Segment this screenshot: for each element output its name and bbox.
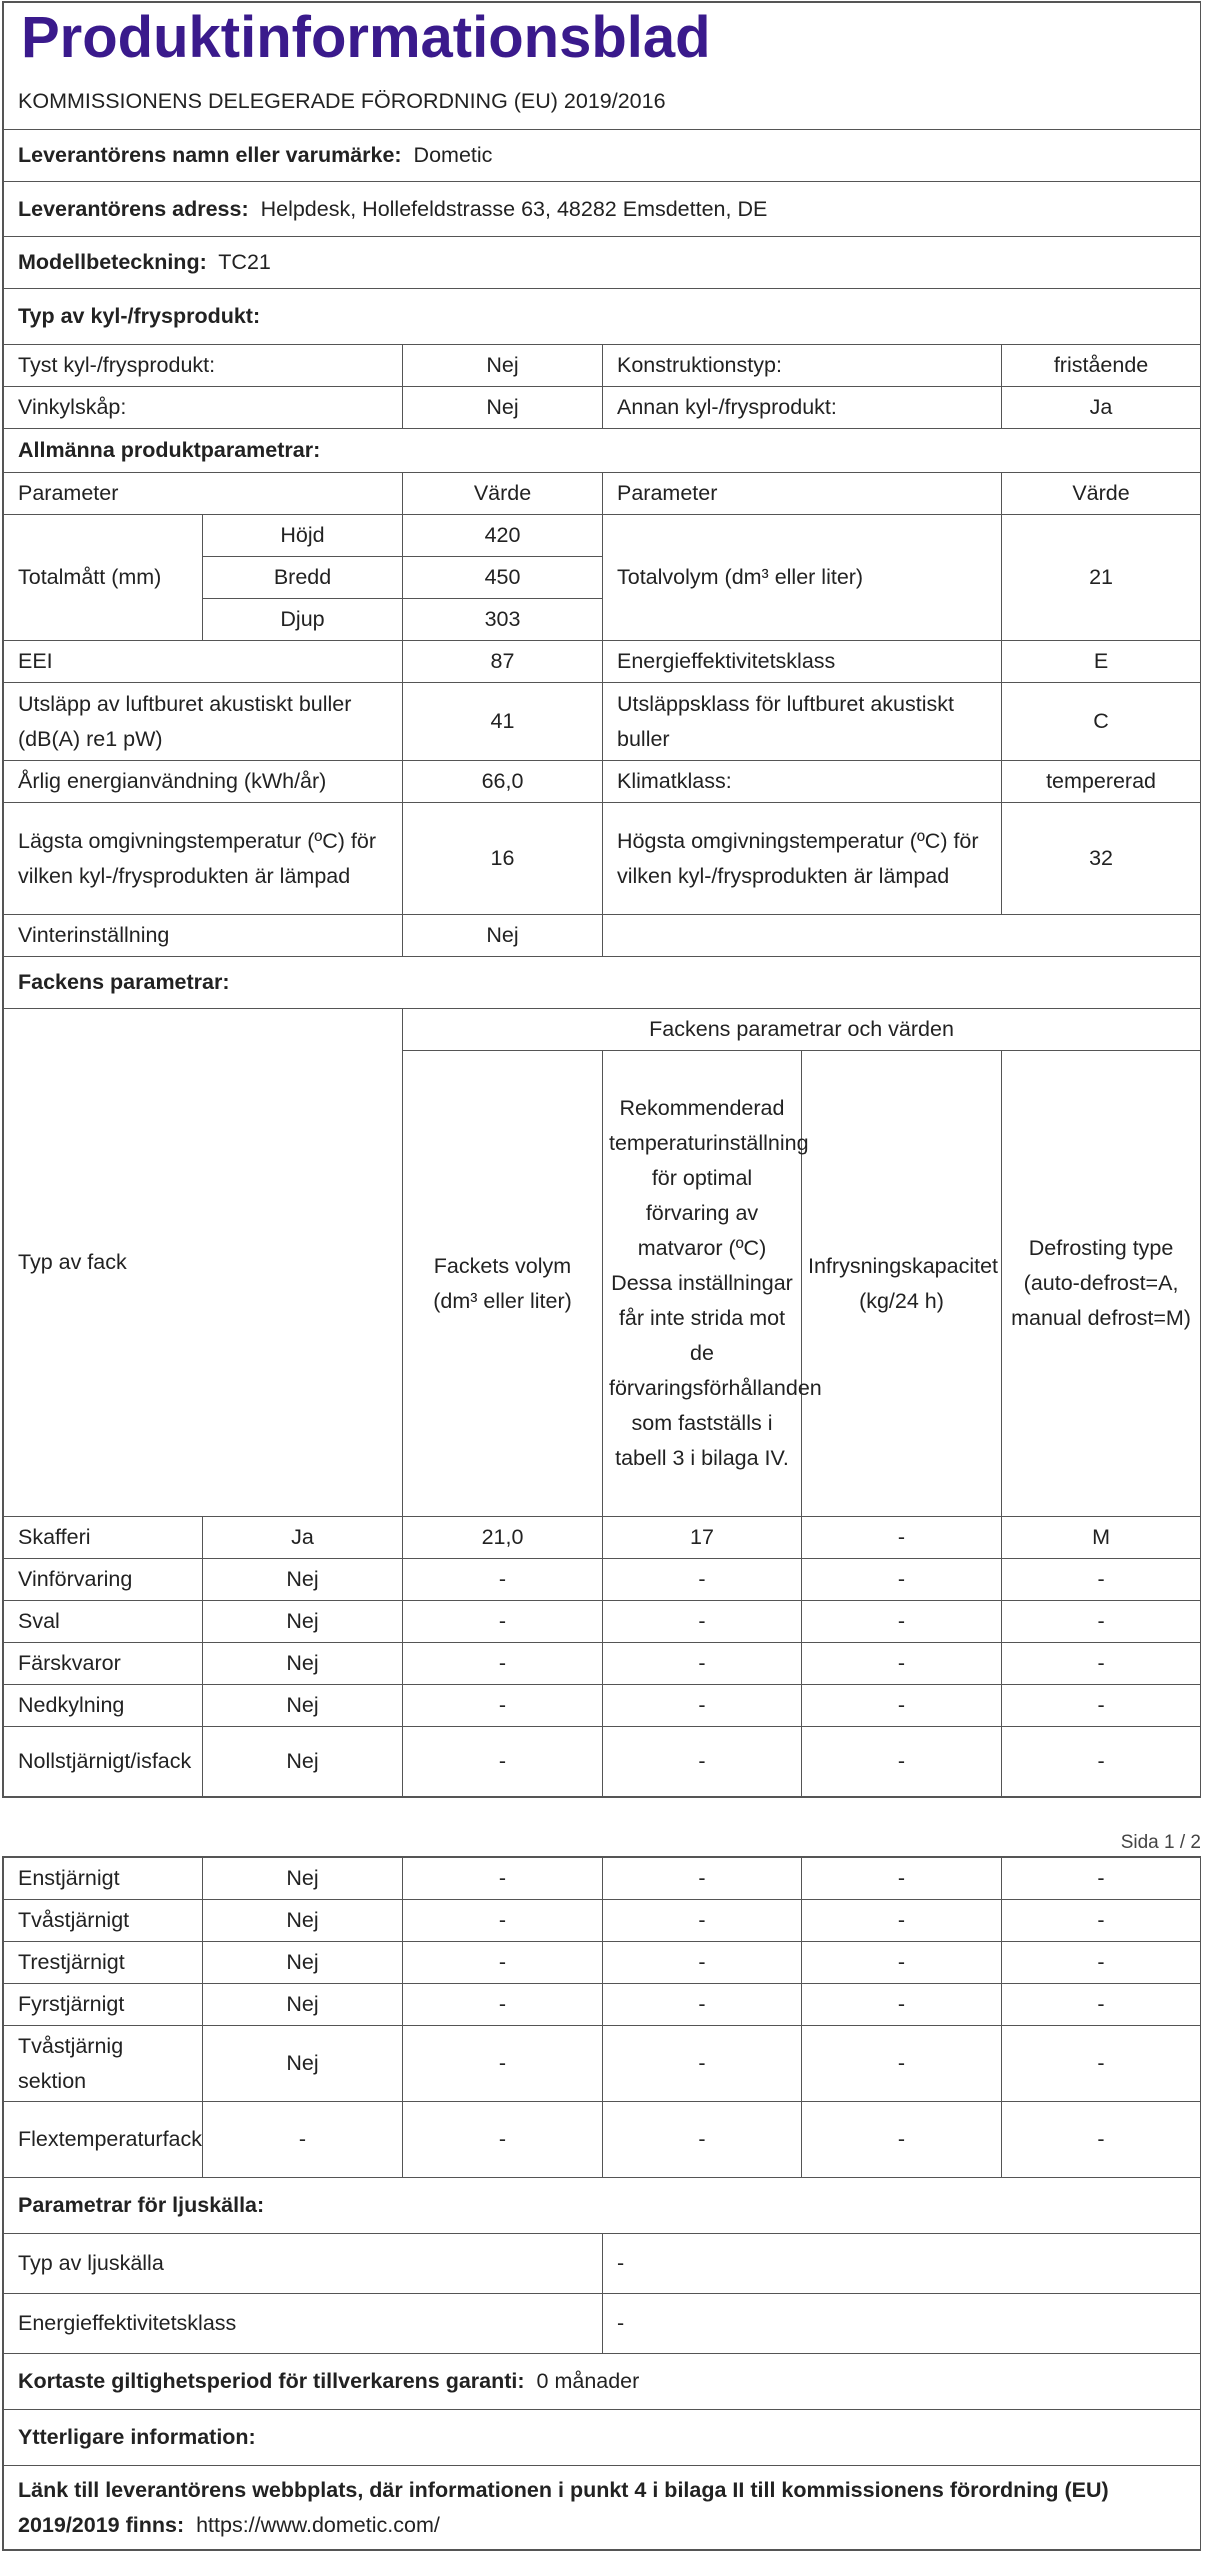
page-number: Sida 1 / 2 xyxy=(1120,1832,1201,1853)
quiet-label: Tyst kyl-/frysprodukt: xyxy=(4,345,403,387)
compartment-freeze: - xyxy=(802,1601,1002,1643)
compartment-temp: - xyxy=(603,1858,802,1900)
compartment-volume: - xyxy=(403,1559,603,1601)
model-row xyxy=(4,237,1201,289)
dimensions-label: Totalmått (mm) xyxy=(4,515,203,641)
compartment-freeze: - xyxy=(802,1900,1002,1942)
compartment-present: - xyxy=(203,2102,403,2178)
compartment-name: Färskvaror xyxy=(4,1643,203,1685)
compartment-volume: - xyxy=(403,1727,603,1797)
compartment-temp: - xyxy=(603,1942,802,1984)
compartment-temp: - xyxy=(603,1900,802,1942)
table-row xyxy=(4,1517,1201,1559)
compartment-defrost: - xyxy=(1002,1727,1201,1797)
height-value: 420 xyxy=(403,515,603,557)
light-class-value: - xyxy=(603,2294,1201,2354)
warranty-row xyxy=(4,2354,1201,2410)
col-value-2: Värde xyxy=(1002,473,1201,515)
min-temp-label: Lägsta omgivningstemperatur (ºC) för vilken kyl-/frysprodukten är lämpad xyxy=(4,803,403,915)
compartment-temp: - xyxy=(603,1559,802,1601)
compartment-freeze: - xyxy=(802,1643,1002,1685)
supplier-address-label: Leverantörens adress: xyxy=(18,196,249,221)
compartment-volume: - xyxy=(403,2102,603,2178)
general-heading: Allmänna produktparametrar: xyxy=(4,429,1201,473)
col-param-2: Parameter xyxy=(603,473,1002,515)
compartment-freeze: - xyxy=(802,1858,1002,1900)
compartment-freeze: - xyxy=(802,1685,1002,1727)
design-type-label: Konstruktionstyp: xyxy=(603,345,1002,387)
website-label: Länk till leverantörens webbplats, där informationen i punkt 4 i bilaga II till kommissionens förordning (EU) 2019/2019 finns: xyxy=(18,2477,1109,2537)
total-volume-label: Totalvolym (dm³ eller liter) xyxy=(603,515,1002,641)
compartment-present: Nej xyxy=(203,2026,403,2102)
compartment-volume: - xyxy=(403,1858,603,1900)
compartment-defrost: - xyxy=(1002,1643,1201,1685)
table-row xyxy=(4,1685,1201,1727)
supplier-address-row xyxy=(4,182,1201,237)
page-1 xyxy=(2,1,1201,1798)
compartment-temp: - xyxy=(603,1984,802,2026)
energy-class-label: Energieffektivitetsklass xyxy=(603,641,1002,683)
height-label: Höjd xyxy=(203,515,403,557)
compartment-volume: - xyxy=(403,2026,603,2102)
design-type-value: fristående xyxy=(1002,345,1201,387)
compartment-defrost: - xyxy=(1002,2102,1201,2178)
compartment-present: Nej xyxy=(203,1685,403,1727)
page-2 xyxy=(2,1856,1201,2551)
winter-setting-label: Vinterinställning xyxy=(4,915,403,957)
eei-value: 87 xyxy=(403,641,603,683)
compartment-defrost: - xyxy=(1002,1601,1201,1643)
compartment-present: Nej xyxy=(203,1601,403,1643)
noise-value: 41 xyxy=(403,683,603,761)
compartment-type-label: Typ av fack xyxy=(4,1009,403,1517)
winter-setting-value: Nej xyxy=(403,915,603,957)
table-row xyxy=(4,1900,1201,1942)
compartment-temp: - xyxy=(603,1601,802,1643)
light-type-label: Typ av ljuskälla xyxy=(4,2234,603,2294)
compartment-present: Nej xyxy=(203,1858,403,1900)
regulation-text: KOMMISSIONENS DELEGERADE FÖRORDNING (EU) 2019/2016 xyxy=(4,73,1201,130)
info-sheet-table-continued xyxy=(3,1857,1201,2550)
type-section-heading: Typ av kyl-/frysprodukt: xyxy=(4,289,1201,345)
table-row xyxy=(4,1984,1201,2026)
compartment-defrost: - xyxy=(1002,2026,1201,2102)
compartment-temp: - xyxy=(603,1685,802,1727)
table-row xyxy=(4,1727,1201,1797)
table-row xyxy=(4,1942,1201,1984)
compartment-volume: - xyxy=(403,1601,603,1643)
climate-class-label: Klimatklass: xyxy=(603,761,1002,803)
table-row xyxy=(4,1858,1201,1900)
col-value-1: Värde xyxy=(403,473,603,515)
compartment-defrost: - xyxy=(1002,1858,1201,1900)
page-title: Produktinformationsblad xyxy=(4,3,1201,74)
website-link[interactable]: https://www.dometic.com/ xyxy=(196,2512,440,2537)
table-row xyxy=(4,1601,1201,1643)
compartment-defrost: - xyxy=(1002,1984,1201,2026)
model-value: TC21 xyxy=(218,250,271,274)
warranty-value: 0 månader xyxy=(536,2369,640,2393)
compartment-volume: - xyxy=(403,1685,603,1727)
compartment-group-header: Fackens parametrar och värden xyxy=(403,1009,1201,1051)
compartment-temp: - xyxy=(603,2102,802,2178)
compartment-name: Flextemperaturfack xyxy=(4,2102,203,2178)
compartment-freeze: - xyxy=(802,1727,1002,1797)
col-freezing-capacity: Infrysningskapacitet (kg/24 h) xyxy=(802,1051,1002,1517)
noise-class-label: Utsläppsklass för luftburet akustiskt buller xyxy=(603,683,1002,761)
compartment-name: Vinförvaring xyxy=(4,1559,203,1601)
supplier-name-value: Dometic xyxy=(413,143,493,167)
light-type-value: - xyxy=(603,2234,1201,2294)
width-label: Bredd xyxy=(203,557,403,599)
supplier-name-row xyxy=(4,130,1201,182)
total-volume-value: 21 xyxy=(1002,515,1201,641)
noise-label: Utsläpp av luftburet akustiskt buller (dB(A) re1 pW) xyxy=(4,683,403,761)
model-label: Modellbeteckning: xyxy=(18,250,207,274)
compartment-freeze: - xyxy=(802,2102,1002,2178)
compartment-name: Skafferi xyxy=(4,1517,203,1559)
compartment-present: Nej xyxy=(203,1900,403,1942)
col-param-1: Parameter xyxy=(4,473,403,515)
col-recommended-temp: Rekommenderad temperaturinställning för optimal förvaring av matvaror (ºC) Dessa inställningar får inte strida mot de förvaringsförhållanden som fastställs i tabell 3 i bilaga IV. xyxy=(603,1051,802,1517)
wine-cabinet-label: Vinkylskåp: xyxy=(4,387,403,429)
max-temp-label: Högsta omgivningstemperatur (ºC) för vilken kyl-/frysprodukten är lämpad xyxy=(603,803,1002,915)
compartments-heading: Fackens parametrar: xyxy=(4,957,1201,1009)
compartment-defrost: - xyxy=(1002,1685,1201,1727)
compartment-temp: - xyxy=(603,2026,802,2102)
compartment-name: Nedkylning xyxy=(4,1685,203,1727)
additional-info-heading: Ytterligare information: xyxy=(4,2410,1201,2466)
compartment-freeze: - xyxy=(802,1517,1002,1559)
compartment-name: Fyrstjärnigt xyxy=(4,1984,203,2026)
compartment-freeze: - xyxy=(802,2026,1002,2102)
warranty-label: Kortaste giltighetsperiod för tillverkarens garanti: xyxy=(18,2369,525,2393)
compartment-present: Nej xyxy=(203,1942,403,1984)
compartment-freeze: - xyxy=(802,1984,1002,2026)
annual-energy-value: 66,0 xyxy=(403,761,603,803)
compartment-temp: 17 xyxy=(603,1517,802,1559)
compartment-volume: - xyxy=(403,1643,603,1685)
annual-energy-label: Årlig energianvändning (kWh/år) xyxy=(4,761,403,803)
compartment-temp: - xyxy=(603,1643,802,1685)
compartment-present: Nej xyxy=(203,1643,403,1685)
compartment-name: Tvåstjärnig sektion xyxy=(4,2026,203,2102)
eei-label: EEI xyxy=(4,641,403,683)
supplier-name-label: Leverantörens namn eller varumärke: xyxy=(18,143,402,167)
depth-value: 303 xyxy=(403,599,603,641)
compartment-volume: - xyxy=(403,1984,603,2026)
energy-class-value: E xyxy=(1002,641,1201,683)
table-row xyxy=(4,2026,1201,2102)
compartment-present: Nej xyxy=(203,1727,403,1797)
compartment-defrost: - xyxy=(1002,1900,1201,1942)
compartment-name: Trestjärnigt xyxy=(4,1942,203,1984)
compartment-volume: 21,0 xyxy=(403,1517,603,1559)
compartment-present: Ja xyxy=(203,1517,403,1559)
climate-class-value: tempererad xyxy=(1002,761,1201,803)
compartment-freeze: - xyxy=(802,1942,1002,1984)
supplier-address-value: Helpdesk, Hollefeldstrasse 63, 48282 Emsdetten, DE xyxy=(260,196,768,221)
info-sheet-table xyxy=(3,2,1201,1797)
other-appliance-label: Annan kyl-/frysprodukt: xyxy=(603,387,1002,429)
light-source-heading: Parametrar för ljuskälla: xyxy=(4,2178,1201,2234)
supplier-website-row xyxy=(4,2466,1201,2550)
noise-class-value: C xyxy=(1002,683,1201,761)
max-temp-value: 32 xyxy=(1002,803,1201,915)
compartment-present: Nej xyxy=(203,1559,403,1601)
compartment-name: Tvåstjärnigt xyxy=(4,1900,203,1942)
compartment-volume: - xyxy=(403,1942,603,1984)
wine-cabinet-value: Nej xyxy=(403,387,603,429)
col-defrost-type: Defrosting type (auto-defrost=A, manual defrost=M) xyxy=(1002,1051,1201,1517)
depth-label: Djup xyxy=(203,599,403,641)
compartment-name: Nollstjärnigt/isfack xyxy=(4,1727,203,1797)
compartment-defrost: - xyxy=(1002,1942,1201,1984)
empty-cell xyxy=(603,915,1201,957)
light-class-label: Energieffektivitetsklass xyxy=(4,2294,603,2354)
compartment-defrost: M xyxy=(1002,1517,1201,1559)
width-value: 450 xyxy=(403,557,603,599)
quiet-value: Nej xyxy=(403,345,603,387)
compartment-defrost: - xyxy=(1002,1559,1201,1601)
compartment-present: Nej xyxy=(203,1984,403,2026)
table-row xyxy=(4,1559,1201,1601)
compartment-volume: - xyxy=(403,1900,603,1942)
min-temp-value: 16 xyxy=(403,803,603,915)
compartment-name: Sval xyxy=(4,1601,203,1643)
table-row xyxy=(4,1643,1201,1685)
table-row xyxy=(4,2102,1201,2178)
compartment-freeze: - xyxy=(802,1559,1002,1601)
compartment-name: Enstjärnigt xyxy=(4,1858,203,1900)
compartment-temp: - xyxy=(603,1727,802,1797)
col-compartment-volume: Fackets volym (dm³ eller liter) xyxy=(403,1051,603,1517)
other-appliance-value: Ja xyxy=(1002,387,1201,429)
